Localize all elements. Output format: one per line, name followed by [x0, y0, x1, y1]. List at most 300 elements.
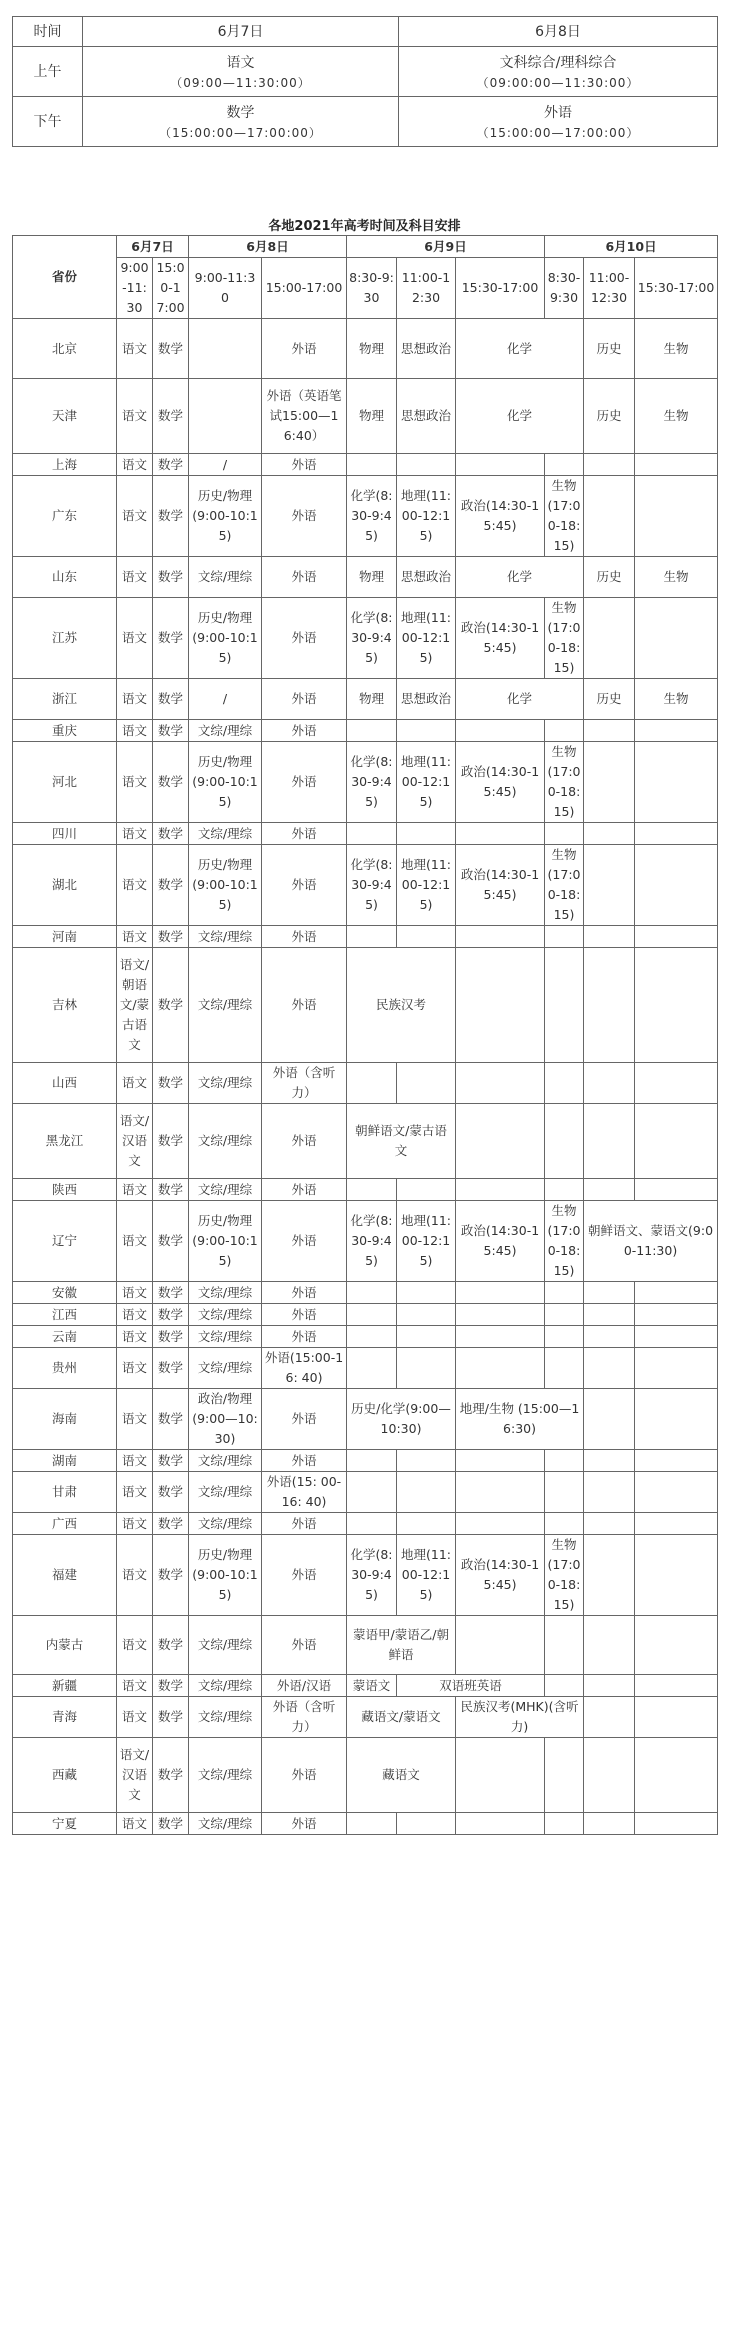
subject-cell: 民族汉考(MHK)(含听力): [456, 1697, 584, 1738]
empty-cell: [545, 1616, 584, 1675]
empty-cell: [347, 454, 397, 476]
exam-time-table: [12, 16, 718, 147]
subject-cell: 外语: [262, 742, 347, 823]
subject-cell: 语文: [117, 1513, 153, 1535]
empty-cell: [397, 926, 456, 948]
date-header: 6月9日: [347, 236, 545, 258]
empty-cell: [545, 1179, 584, 1201]
empty-cell: [347, 720, 397, 742]
subject-cell: 外语(15:00-16: 40): [262, 1348, 347, 1389]
empty-cell: [347, 1348, 397, 1389]
empty-cell: [397, 1450, 456, 1472]
province-name: 海南: [13, 1389, 117, 1450]
subject-cell: 数学: [153, 1201, 189, 1282]
empty-cell: [635, 1616, 718, 1675]
empty-cell: [545, 1472, 584, 1513]
empty-cell: [545, 720, 584, 742]
subject-cell: 蒙语甲/蒙语乙/朝鲜语: [347, 1616, 456, 1675]
province-name: 江苏: [13, 598, 117, 679]
subject-cell: 物理: [347, 557, 397, 598]
subject-cell: 外语: [262, 319, 347, 379]
province-name: 湖北: [13, 845, 117, 926]
subject-cell: 语文: [117, 1450, 153, 1472]
table-row: [13, 476, 718, 557]
empty-cell: [635, 1348, 718, 1389]
empty-cell: [456, 1450, 545, 1472]
table-cell: [399, 97, 718, 147]
empty-cell: [347, 1304, 397, 1326]
empty-cell: [584, 1738, 635, 1813]
empty-cell: [456, 948, 545, 1063]
empty-cell: [584, 476, 635, 557]
table-row: [13, 1675, 718, 1697]
table-row: [13, 1389, 718, 1450]
empty-cell: [584, 1304, 635, 1326]
subject-cell: 历史/化学(9:00—10:30): [347, 1389, 456, 1450]
subject-cell: 历史/物理(9:00-10:15): [189, 1201, 262, 1282]
empty-cell: [584, 1675, 635, 1697]
subject-cell: 文综/理综: [189, 1738, 262, 1813]
subject-cell: 地理(11:00-12:15): [397, 742, 456, 823]
table-row: [13, 1450, 718, 1472]
empty-cell: [584, 1348, 635, 1389]
subject-cell: 数学: [153, 319, 189, 379]
empty-cell: [584, 1535, 635, 1616]
province-name: 甘肃: [13, 1472, 117, 1513]
subject-cell: 外语: [262, 1282, 347, 1304]
empty-cell: [635, 1104, 718, 1179]
subject-cell: 外语: [262, 1513, 347, 1535]
province-name: 湖南: [13, 1450, 117, 1472]
subject: 语文: [226, 54, 255, 71]
empty-cell: [347, 1282, 397, 1304]
time-range: （09:00—11:30:00）: [170, 75, 311, 90]
subject-cell: 语文: [117, 1063, 153, 1104]
subject-cell: 文综/理综: [189, 1616, 262, 1675]
subject-cell: 历史: [584, 557, 635, 598]
province-name: 云南: [13, 1326, 117, 1348]
empty-cell: [456, 1104, 545, 1179]
table-row: [13, 1472, 718, 1513]
empty-cell: [397, 454, 456, 476]
time-slot-header: 8:30-9:30: [347, 258, 397, 319]
subject-cell: 地理(11:00-12:15): [397, 476, 456, 557]
empty-cell: [397, 1326, 456, 1348]
table-header-row: [13, 236, 718, 258]
table-row: [13, 1348, 718, 1389]
province-name: 浙江: [13, 679, 117, 720]
empty-cell: [584, 1063, 635, 1104]
subject-cell: 外语: [262, 1201, 347, 1282]
subject-cell: 文综/理综: [189, 948, 262, 1063]
subject-cell: 数学: [153, 679, 189, 720]
subject-cell: 文综/理综: [189, 557, 262, 598]
subject-cell: 文综/理综: [189, 1697, 262, 1738]
subject-cell: 数学: [153, 1513, 189, 1535]
empty-cell: [456, 1513, 545, 1535]
table-row: [13, 47, 718, 97]
subject-cell: 外语: [262, 823, 347, 845]
subject-cell: 文综/理综: [189, 823, 262, 845]
subject-cell: 思想政治: [397, 679, 456, 720]
empty-cell: [545, 823, 584, 845]
time-range: （15:00:00—17:00:00）: [159, 125, 322, 140]
province-name: 广东: [13, 476, 117, 557]
empty-cell: [545, 1063, 584, 1104]
empty-cell: [456, 1326, 545, 1348]
time-slot-header: 9:00-11:30: [189, 258, 262, 319]
subject-cell: 数学: [153, 1282, 189, 1304]
subject-cell: 数学: [153, 823, 189, 845]
subject-cell: 语文: [117, 598, 153, 679]
province-name: 江西: [13, 1304, 117, 1326]
subject-cell: 外语: [262, 1104, 347, 1179]
province-name: 天津: [13, 379, 117, 454]
table-row: [13, 1201, 718, 1282]
empty-cell: [584, 948, 635, 1063]
subject-cell: 外语: [262, 476, 347, 557]
subject-cell: 数学: [153, 720, 189, 742]
subject-cell: 化学: [456, 557, 584, 598]
empty-cell: [635, 1304, 718, 1326]
table-row: [13, 845, 718, 926]
subject-cell: 物理: [347, 679, 397, 720]
empty-cell: [635, 1282, 718, 1304]
subject-cell: 外语: [262, 926, 347, 948]
subject-cell: 外语: [262, 1535, 347, 1616]
subject-cell: 外语: [262, 1450, 347, 1472]
time-slot-header: 15:30-17:00: [635, 258, 718, 319]
empty-cell: [456, 1304, 545, 1326]
subject-cell: 外语: [262, 1179, 347, 1201]
table-row: [13, 319, 718, 379]
empty-cell: [635, 948, 718, 1063]
subject-cell: 外语/汉语: [262, 1675, 347, 1697]
subject-cell: 外语: [262, 1304, 347, 1326]
empty-cell: [635, 1738, 718, 1813]
subject-cell: 语文: [117, 319, 153, 379]
subject-cell: 地理(11:00-12:15): [397, 1535, 456, 1616]
empty-cell: [635, 454, 718, 476]
subject-cell: 语文: [117, 557, 153, 598]
subject-cell: 语文/朝语文/蒙古语文: [117, 948, 153, 1063]
subject-cell: 历史/物理(9:00-10:15): [189, 1535, 262, 1616]
subject-cell: 数学: [153, 1348, 189, 1389]
empty-cell: [397, 1813, 456, 1835]
empty-cell: [584, 1472, 635, 1513]
table-row: [13, 1513, 718, 1535]
empty-cell: [397, 1304, 456, 1326]
subject-cell: 外语: [262, 679, 347, 720]
empty-cell: [635, 742, 718, 823]
subject-cell: 数学: [153, 1389, 189, 1450]
subject-cell: 生物(17:00-18:15): [545, 476, 584, 557]
empty-cell: [347, 1450, 397, 1472]
empty-cell: [456, 1282, 545, 1304]
empty-cell: [456, 1813, 545, 1835]
province-name: 新疆: [13, 1675, 117, 1697]
empty-cell: [545, 1738, 584, 1813]
empty-cell: [635, 1535, 718, 1616]
table-row: [13, 1326, 718, 1348]
table-row: [13, 454, 718, 476]
subject-cell: 生物(17:00-18:15): [545, 1535, 584, 1616]
empty-cell: [635, 1326, 718, 1348]
subject-cell: 语文: [117, 1282, 153, 1304]
province-name: 福建: [13, 1535, 117, 1616]
subject-cell: 语文: [117, 1326, 153, 1348]
subject-cell: 生物(17:00-18:15): [545, 742, 584, 823]
subject-cell: 语文: [117, 1201, 153, 1282]
empty-cell: [635, 720, 718, 742]
empty-cell: [635, 1697, 718, 1738]
empty-cell: [347, 823, 397, 845]
subject-cell: 政治(14:30-15:45): [456, 1535, 545, 1616]
table-row: [13, 557, 718, 598]
time-slot-header: 9:00-11:30: [117, 258, 153, 319]
empty-cell: [545, 948, 584, 1063]
subject-cell: 数学: [153, 1616, 189, 1675]
subject-cell: 数学: [153, 1450, 189, 1472]
empty-cell: [456, 1348, 545, 1389]
empty-cell: [635, 926, 718, 948]
empty-cell: [456, 720, 545, 742]
empty-cell: [635, 476, 718, 557]
empty-cell: [584, 1813, 635, 1835]
subject-cell: 生物: [635, 379, 718, 454]
province-name: 广西: [13, 1513, 117, 1535]
subject-cell: 思想政治: [397, 319, 456, 379]
empty-cell: [584, 823, 635, 845]
subject-cell: 数学: [153, 1179, 189, 1201]
time-range: （09:00:00—11:30:00）: [476, 75, 640, 90]
empty-cell: [397, 823, 456, 845]
empty-cell: [456, 926, 545, 948]
table-cell: [83, 47, 399, 97]
subject-cell: 文综/理综: [189, 1304, 262, 1326]
empty-cell: [584, 926, 635, 948]
subject-cell: 化学: [456, 379, 584, 454]
empty-cell: [635, 1813, 718, 1835]
subject-cell: [189, 379, 262, 454]
empty-cell: [397, 1472, 456, 1513]
empty-cell: [545, 1513, 584, 1535]
empty-cell: [635, 1450, 718, 1472]
subject-cell: 文综/理综: [189, 1813, 262, 1835]
empty-cell: [584, 1450, 635, 1472]
subject-cell: 语文: [117, 1472, 153, 1513]
subject-cell: /: [189, 679, 262, 720]
empty-cell: [584, 1104, 635, 1179]
empty-cell: [635, 1063, 718, 1104]
table-row: [13, 948, 718, 1063]
empty-cell: [635, 1513, 718, 1535]
table-row: [13, 379, 718, 454]
subject-cell: 外语（英语笔试15:00—16:40）: [262, 379, 347, 454]
subject-cell: 语文: [117, 679, 153, 720]
subject-cell: 外语: [262, 1738, 347, 1813]
subject-cell: 数学: [153, 379, 189, 454]
time-slot-header: 15:00-17:00: [262, 258, 347, 319]
subject: 外语: [544, 104, 572, 121]
subject-cell: 数学: [153, 1104, 189, 1179]
subject-cell: 政治(14:30-15:45): [456, 476, 545, 557]
empty-cell: [584, 1282, 635, 1304]
empty-cell: [584, 720, 635, 742]
province-name: 吉林: [13, 948, 117, 1063]
subject-cell: [189, 319, 262, 379]
province-name: 上海: [13, 454, 117, 476]
subject-cell: 语文: [117, 720, 153, 742]
subject-cell: 外语: [262, 948, 347, 1063]
table-row: [13, 1616, 718, 1675]
subject-cell: 化学: [456, 319, 584, 379]
subject-cell: 化学(8:30-9:45): [347, 1201, 397, 1282]
subject-cell: 政治/物理(9:00—10:30): [189, 1389, 262, 1450]
subject-cell: 化学: [456, 679, 584, 720]
table-row: [13, 1535, 718, 1616]
province-name: 陕西: [13, 1179, 117, 1201]
province-name: 黑龙江: [13, 1104, 117, 1179]
subject-cell: 语文: [117, 845, 153, 926]
province-name: 北京: [13, 319, 117, 379]
table-cell: [83, 97, 399, 147]
subject-cell: 语文: [117, 1348, 153, 1389]
table-header-row: [13, 17, 718, 47]
province-name: 安徽: [13, 1282, 117, 1304]
subject-cell: 数学: [153, 742, 189, 823]
empty-cell: [635, 845, 718, 926]
subject-cell: 语文: [117, 1675, 153, 1697]
subject-cell: 地理(11:00-12:15): [397, 845, 456, 926]
province-name: 重庆: [13, 720, 117, 742]
empty-cell: [584, 1697, 635, 1738]
time-slot-header: 11:00-12:30: [584, 258, 635, 319]
subject-cell: 政治(14:30-15:45): [456, 742, 545, 823]
subject-cell: 数学: [153, 926, 189, 948]
empty-cell: [545, 1282, 584, 1304]
empty-cell: [545, 1450, 584, 1472]
table-row: [13, 1104, 718, 1179]
subject-cell: 朝鲜语文、蒙语文(9:00-11:30): [584, 1201, 718, 1282]
subject-cell: 数学: [153, 1738, 189, 1813]
empty-cell: [545, 1104, 584, 1179]
empty-cell: [456, 1179, 545, 1201]
empty-cell: [545, 1675, 584, 1697]
time-header-row: [13, 258, 718, 319]
empty-cell: [397, 1348, 456, 1389]
table-row: [13, 1813, 718, 1835]
province-name: 西藏: [13, 1738, 117, 1813]
subject: 数学: [226, 104, 255, 121]
subject-cell: 语文/汉语文: [117, 1104, 153, 1179]
subject-cell: 历史: [584, 679, 635, 720]
row-label: 下午: [13, 97, 83, 147]
empty-cell: [397, 720, 456, 742]
subject-cell: 数学: [153, 1535, 189, 1616]
subject-cell: 语文: [117, 823, 153, 845]
subject-cell: 数学: [153, 1472, 189, 1513]
subject-cell: 数学: [153, 476, 189, 557]
subject-cell: 语文: [117, 1389, 153, 1450]
province-name: 四川: [13, 823, 117, 845]
date-header: 6月7日: [117, 236, 189, 258]
subject-cell: 数学: [153, 1063, 189, 1104]
table-row: [13, 823, 718, 845]
empty-cell: [635, 1675, 718, 1697]
subject-cell: 外语（含听力）: [262, 1697, 347, 1738]
empty-cell: [584, 1326, 635, 1348]
subject-cell: 外语: [262, 557, 347, 598]
empty-cell: [545, 926, 584, 948]
empty-cell: [347, 1063, 397, 1104]
subject-cell: 语文: [117, 742, 153, 823]
subject-cell: 历史/物理(9:00-10:15): [189, 476, 262, 557]
subject-cell: 藏语文/蒙语文: [347, 1697, 456, 1738]
subject-cell: 物理: [347, 319, 397, 379]
subject-cell: 文综/理综: [189, 1513, 262, 1535]
subject-cell: 地理/生物 (15:00—16:30): [456, 1389, 584, 1450]
subject-cell: 外语(15: 00-16: 40): [262, 1472, 347, 1513]
schedule-caption: 各地2021年高考时间及科目安排: [268, 219, 461, 234]
subject-cell: 文综/理综: [189, 1450, 262, 1472]
subject-cell: 外语（含听力）: [262, 1063, 347, 1104]
empty-cell: [584, 742, 635, 823]
subject-cell: 数学: [153, 948, 189, 1063]
table-row: [13, 926, 718, 948]
subject-cell: 语文: [117, 476, 153, 557]
empty-cell: [347, 1813, 397, 1835]
empty-cell: [635, 823, 718, 845]
time-slot-header: 15:30-17:00: [456, 258, 545, 319]
province-header: 省份: [13, 236, 117, 319]
empty-cell: [456, 1738, 545, 1813]
empty-cell: [347, 1179, 397, 1201]
subject-cell: 文综/理综: [189, 1104, 262, 1179]
subject-cell: 思想政治: [397, 379, 456, 454]
empty-cell: [456, 823, 545, 845]
subject-cell: 文综/理综: [189, 1675, 262, 1697]
subject-cell: 语文: [117, 926, 153, 948]
subject-cell: 文综/理综: [189, 1179, 262, 1201]
header-cell: 6月8日: [399, 17, 718, 47]
empty-cell: [635, 1389, 718, 1450]
empty-cell: [635, 1472, 718, 1513]
subject-cell: 文综/理综: [189, 1282, 262, 1304]
subject-cell: 数学: [153, 557, 189, 598]
subject-cell: 语文: [117, 379, 153, 454]
empty-cell: [584, 1616, 635, 1675]
time-slot-header: 15:00-17:00: [153, 258, 189, 319]
table-row: [13, 720, 718, 742]
subject-cell: 数学: [153, 1675, 189, 1697]
subject-cell: 数学: [153, 1697, 189, 1738]
subject-cell: 生物: [635, 679, 718, 720]
subject-cell: 外语: [262, 598, 347, 679]
empty-cell: [347, 1326, 397, 1348]
header-cell: 时间: [13, 17, 83, 47]
date-header: 6月10日: [545, 236, 718, 258]
subject-cell: 化学(8:30-9:45): [347, 845, 397, 926]
province-name: 河南: [13, 926, 117, 948]
subject-cell: 生物(17:00-18:15): [545, 845, 584, 926]
table-row: [13, 598, 718, 679]
empty-cell: [397, 1063, 456, 1104]
empty-cell: [545, 1348, 584, 1389]
subject-cell: 双语班英语: [397, 1675, 545, 1697]
subject-cell: 地理(11:00-12:15): [397, 598, 456, 679]
empty-cell: [584, 1389, 635, 1450]
